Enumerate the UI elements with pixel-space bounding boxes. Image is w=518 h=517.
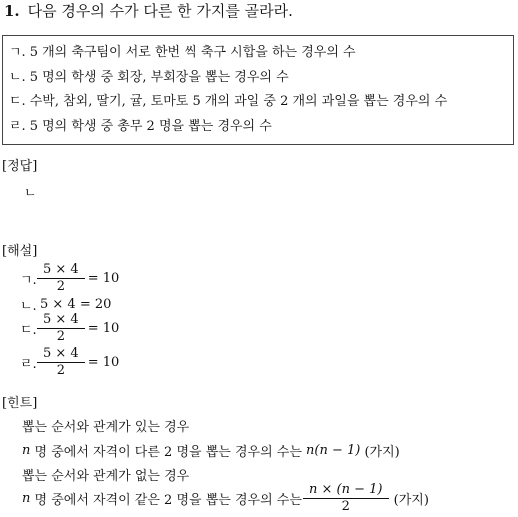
solution-expr: 5 × 4 = 20 bbox=[40, 297, 112, 312]
choices-box bbox=[2, 35, 514, 145]
hint-formula: n(n − 1) bbox=[306, 443, 361, 458]
fraction-numerator: 5 × 4 bbox=[43, 312, 79, 327]
solution-result: = 10 bbox=[87, 271, 120, 286]
problem-question: 다음 경우의 수가 다른 한 가지를 골라라. bbox=[27, 2, 293, 20]
problem-number: 1. bbox=[4, 2, 20, 20]
answer-value: ㄴ bbox=[24, 186, 37, 201]
fraction bbox=[40, 262, 82, 295]
choice-mark: ㄱ. bbox=[9, 45, 26, 60]
hint-line bbox=[22, 416, 189, 435]
fraction-numerator: n × (n − 1) bbox=[309, 482, 383, 497]
hint-label: [힌트] bbox=[2, 396, 38, 411]
choice-text: 수박, 참외, 딸기, 귤, 토마토 5 개의 과일 중 2 개의 과일을 뽑는 경우의 수 bbox=[29, 94, 448, 109]
choice-mark: ㄹ. bbox=[9, 118, 26, 134]
fraction bbox=[40, 346, 82, 379]
solution-item bbox=[20, 262, 119, 295]
hint-text: 뽑는 순서와 관계가 있는 경우 bbox=[22, 420, 190, 435]
problem-statement bbox=[4, 0, 293, 22]
hint-line bbox=[22, 441, 400, 460]
solution-label: [해설] bbox=[2, 244, 38, 259]
fraction-denominator: 2 bbox=[303, 498, 388, 515]
choice-item bbox=[9, 115, 513, 140]
hint-variable: n bbox=[22, 491, 31, 506]
choice-text: 5 명의 학생 중 총무 2 명을 뽑는 경우의 수 bbox=[29, 118, 272, 134]
choice-item bbox=[9, 41, 513, 66]
hint-text: 뽑는 순서와 관계가 없는 경우 bbox=[22, 469, 190, 484]
hint-variable: n bbox=[22, 443, 31, 458]
choice-item bbox=[9, 90, 513, 115]
solution-mark: ㄴ. bbox=[20, 299, 37, 314]
hint-unit: (가지) bbox=[389, 493, 429, 508]
solution-result: = 10 bbox=[87, 355, 120, 370]
solution-result: = 10 bbox=[87, 321, 120, 336]
fraction-numerator: 5 × 4 bbox=[43, 262, 79, 277]
fraction-numerator: 5 × 4 bbox=[43, 346, 79, 361]
answer-label: [정답] bbox=[2, 159, 38, 174]
choice-mark: ㄷ. bbox=[9, 94, 26, 109]
hint-text: 명 중에서 자격이 같은 2 명을 뽑는 경우의 수는 bbox=[30, 493, 307, 508]
solution-item bbox=[20, 312, 119, 345]
fraction bbox=[306, 482, 385, 515]
solution-mark: ㄷ. bbox=[20, 323, 37, 338]
fraction-denominator: 2 bbox=[37, 328, 85, 345]
fraction-denominator: 2 bbox=[37, 278, 85, 295]
choice-item bbox=[9, 66, 513, 91]
solution-item bbox=[20, 346, 119, 379]
hint-text: 명 중에서 자격이 다른 2 명을 뽑는 경우의 수는 bbox=[30, 445, 307, 460]
fraction-denominator: 2 bbox=[37, 362, 85, 379]
choice-text: 5 개의 축구팀이 서로 한번 씩 축구 시합을 하는 경우의 수 bbox=[29, 45, 356, 60]
fraction bbox=[40, 312, 82, 345]
hint-line bbox=[22, 482, 429, 515]
hint-unit: (가지) bbox=[360, 445, 400, 460]
choice-text: 5 명의 학생 중 회장, 부회장을 뽑는 경우의 수 bbox=[29, 69, 289, 85]
solution-mark: ㄹ. bbox=[20, 357, 37, 372]
choice-mark: ㄴ. bbox=[9, 69, 26, 85]
solution-mark: ㄱ. bbox=[20, 273, 37, 288]
